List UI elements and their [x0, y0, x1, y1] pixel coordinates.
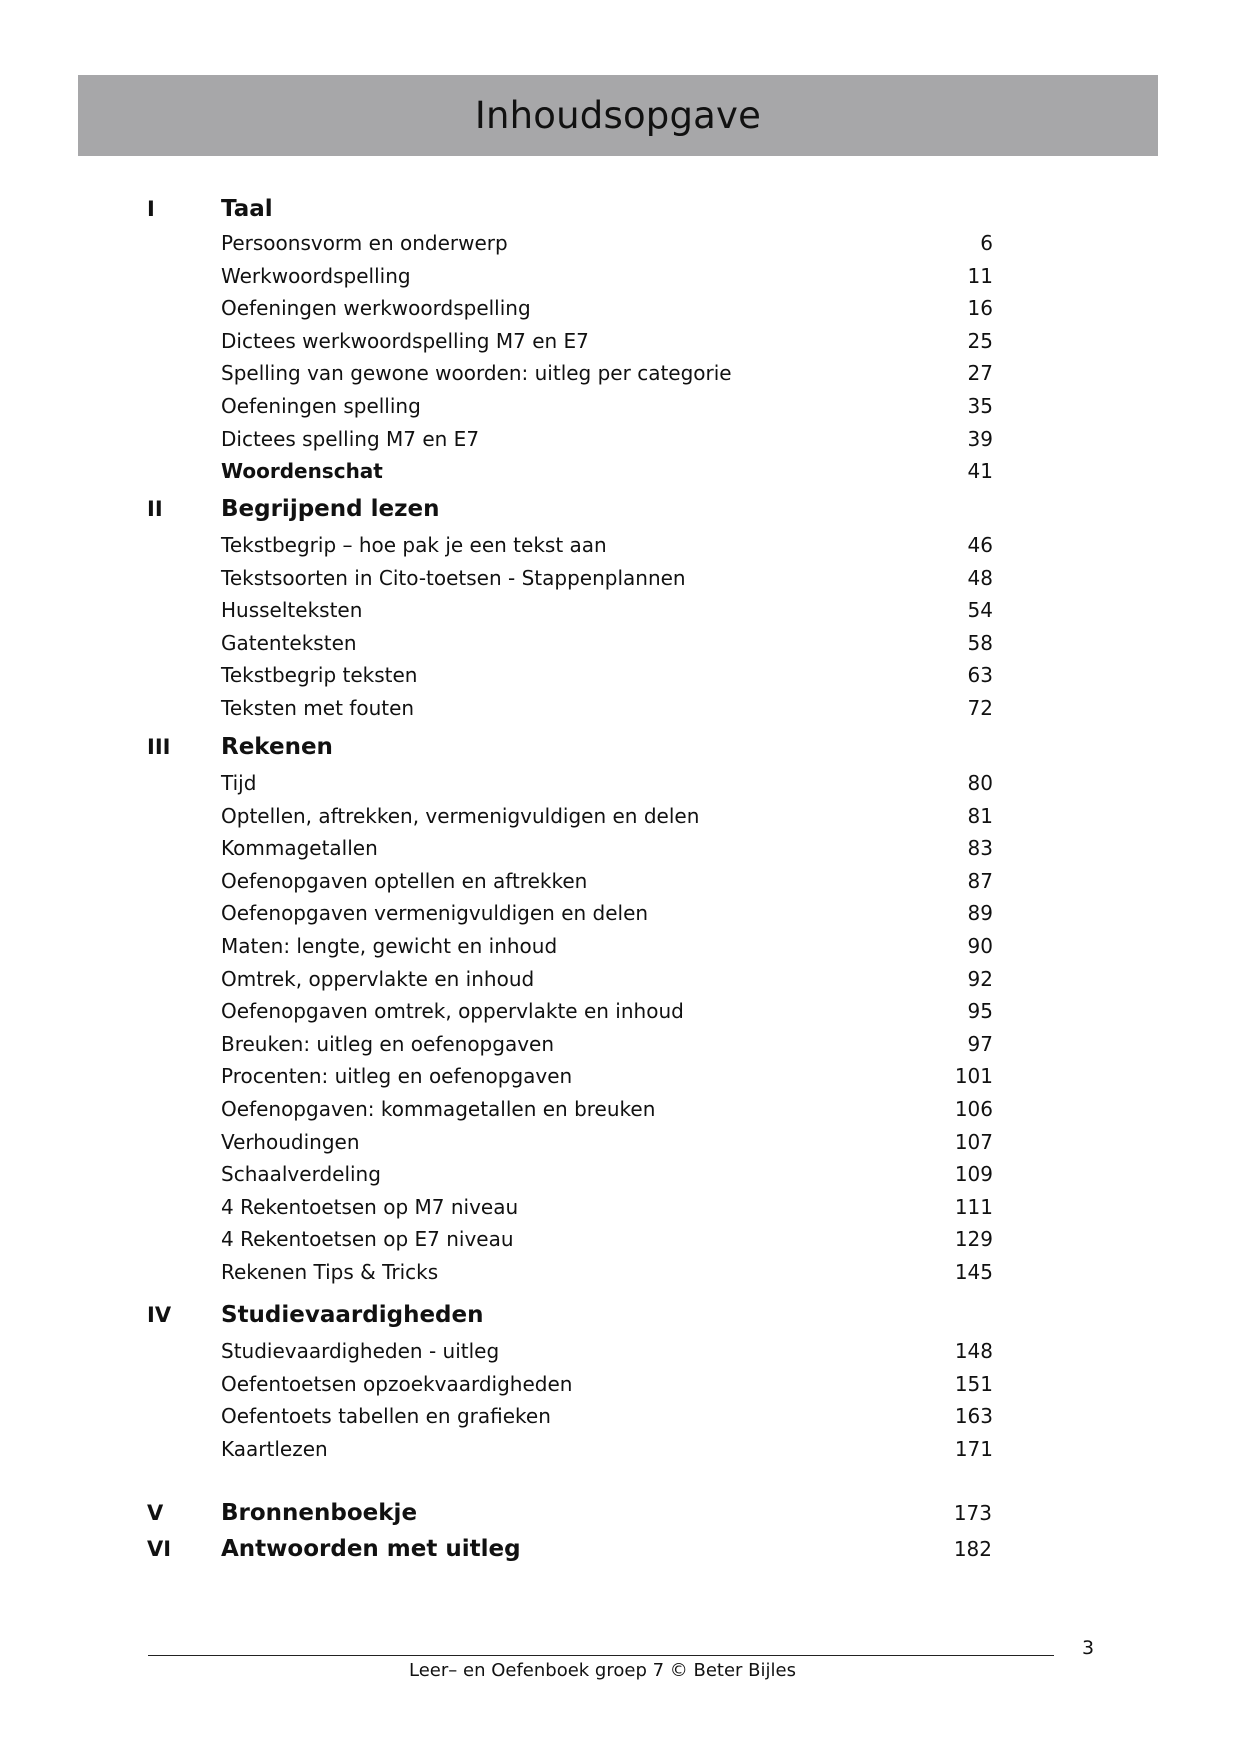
toc-entry-page: 48 [967, 565, 993, 590]
page-title: Inhoudsopgave [474, 94, 762, 137]
toc-entry[interactable] [221, 695, 993, 721]
toc-entry-label: Oefeningen werkwoordspelling [221, 296, 531, 321]
toc-entry-label: Oefentoets tabellen en grafieken [221, 1404, 551, 1429]
section-number: I [147, 197, 155, 221]
toc-entry[interactable] [221, 230, 993, 256]
toc-entry-label: Rekenen Tips & Tricks [221, 1260, 439, 1284]
footer-divider [148, 1655, 1054, 1656]
toc-entry[interactable] [221, 1371, 993, 1397]
section-number: III [147, 735, 171, 759]
toc-entry-label: Verhoudingen [221, 1129, 360, 1154]
toc-entry[interactable] [221, 868, 993, 894]
toc-entry-page: 89 [967, 901, 993, 926]
toc-entry-page: 106 [954, 1097, 993, 1121]
toc-entry-page: 16 [967, 296, 993, 321]
toc-entry-page: 95 [967, 999, 993, 1024]
toc-entry-label: Oefenopgaven optellen en aftrekken [221, 868, 588, 893]
toc-entry-page: 81 [967, 803, 993, 828]
toc-entry-label: Breuken: uitleg en oefenopgaven [221, 1031, 555, 1056]
toc-entry[interactable] [221, 1338, 993, 1364]
toc-entry-label: Persoonsvorm en onderwerp [221, 231, 508, 255]
section-number: VI [147, 1537, 172, 1561]
toc-entry-label: Gatenteksten [221, 630, 357, 655]
toc-entry[interactable] [221, 966, 993, 992]
section-title[interactable]: Taal [221, 196, 273, 222]
toc-entry[interactable] [221, 263, 993, 289]
toc-entry-label: Tijd [221, 771, 257, 795]
toc-entry[interactable] [221, 630, 993, 656]
toc-entry-page: 35 [967, 394, 993, 418]
toc-entry-page: 101 [954, 1064, 993, 1089]
toc-entry[interactable] [221, 295, 993, 321]
toc-entry[interactable] [221, 933, 993, 959]
toc-entry-label: Oefentoetsen opzoekvaardigheden [221, 1371, 573, 1396]
toc-entry-page: 6 [980, 231, 993, 255]
toc-entry-label: Spelling van gewone woorden: uitleg per categorie [221, 361, 732, 386]
toc-entry[interactable] [221, 1259, 993, 1285]
toc-entry-page: 107 [954, 1129, 993, 1154]
toc-entry[interactable] [221, 1129, 993, 1155]
toc-entry-page: 54 [967, 598, 993, 623]
toc-entry[interactable] [221, 835, 993, 861]
toc-entry-label: Oefenopgaven vermenigvuldigen en delen [221, 901, 649, 926]
section-page-number: 173 [953, 1501, 992, 1525]
section-page-number: 182 [953, 1537, 992, 1561]
section-title[interactable]: Begrijpend lezen [221, 496, 440, 522]
toc-entry[interactable] [221, 565, 993, 591]
toc-entry[interactable] [221, 770, 993, 796]
toc-entry-label: Studievaardigheden - uitleg [221, 1339, 500, 1363]
toc-entry-label: Schaalverdeling [221, 1162, 381, 1187]
toc-entry-page: 145 [954, 1260, 993, 1284]
toc-entry-page: 58 [967, 630, 993, 655]
toc-entry[interactable] [221, 393, 993, 419]
page-number: 3 [1082, 1637, 1095, 1659]
toc-entry[interactable] [221, 532, 993, 558]
footer-text: Leer– en Oefenboek groep 7 © Beter Bijles [409, 1660, 796, 1681]
toc-entry-label: 4 Rekentoetsen op M7 niveau [221, 1194, 519, 1219]
toc-entry[interactable] [221, 1031, 993, 1057]
toc-entry[interactable] [221, 1403, 993, 1429]
toc-entry-page: 92 [967, 966, 993, 991]
toc-entry-page: 129 [954, 1227, 993, 1252]
toc-entry[interactable] [221, 1194, 993, 1220]
toc-entry-label: Optellen, aftrekken, vermenigvuldigen en delen [221, 803, 700, 828]
toc-entry-page: 87 [967, 868, 993, 893]
toc-entry[interactable] [221, 1226, 993, 1252]
toc-entry-page: 97 [967, 1031, 993, 1056]
toc-entry-page: 151 [954, 1371, 993, 1396]
toc-entry-label: Woordenschat [221, 459, 383, 484]
toc-entry-page: 27 [967, 361, 993, 386]
section-title[interactable]: Bronnenboekje [221, 1500, 418, 1526]
section-title[interactable]: Antwoorden met uitleg [221, 1536, 521, 1562]
toc-entry-label: Dictees spelling M7 en E7 [221, 426, 480, 451]
toc-entry[interactable] [221, 1096, 993, 1122]
section-number: II [147, 497, 163, 521]
toc-entry-label: Omtrek, oppervlakte en inhoud [221, 966, 535, 991]
toc-entry-label: Kaartlezen [221, 1436, 328, 1461]
toc-entry-label: Husselteksten [221, 598, 363, 623]
toc-entry[interactable] [221, 328, 993, 354]
toc-entry[interactable] [221, 426, 993, 452]
toc-entry-label: 4 Rekentoetsen op E7 niveau [221, 1227, 514, 1252]
toc-entry-label: Oefeningen spelling [221, 394, 421, 418]
toc-entry-label: Procenten: uitleg en oefenopgaven [221, 1064, 573, 1089]
toc-entry-label: Oefenopgaven: kommagetallen en breuken [221, 1097, 656, 1121]
toc-entry-label: Teksten met fouten [221, 696, 415, 720]
toc-entry-page: 111 [954, 1194, 993, 1219]
toc-entry[interactable] [221, 1161, 993, 1187]
toc-entry-label: Dictees werkwoordspelling M7 en E7 [221, 328, 589, 353]
toc-entry-label: Werkwoordspelling [221, 263, 411, 288]
toc-entry-page: 25 [967, 328, 993, 353]
toc-entry[interactable] [221, 900, 993, 926]
toc-entry-page: 109 [954, 1162, 993, 1187]
toc-entry-label: Maten: lengte, gewicht en inhoud [221, 934, 558, 958]
toc-entry[interactable] [221, 998, 993, 1024]
toc-entry-page: 83 [967, 836, 993, 861]
toc-entry[interactable] [221, 662, 993, 688]
section-number: IV [147, 1303, 172, 1327]
toc-entry-page: 46 [967, 533, 993, 557]
toc-entry[interactable] [221, 1063, 993, 1089]
toc-entry-page: 80 [967, 771, 993, 795]
toc-entry-page: 11 [967, 263, 993, 288]
toc-entry-label: Tekstsoorten in Cito-toetsen - Stappenplannen [221, 565, 686, 590]
section-title[interactable]: Studievaardigheden [221, 1302, 484, 1328]
toc-entry[interactable] [221, 360, 993, 386]
toc-entry-page: 163 [954, 1404, 993, 1429]
toc-entry[interactable] [221, 597, 993, 623]
section-title[interactable]: Rekenen [221, 734, 333, 760]
toc-entry[interactable] [221, 1436, 993, 1462]
toc-entry-label: Tekstbegrip teksten [221, 663, 418, 688]
toc-entry-page: 90 [967, 934, 993, 958]
toc-entry[interactable] [221, 803, 993, 829]
toc-entry-page: 41 [967, 459, 993, 484]
toc-entry[interactable] [221, 458, 993, 484]
section-number: V [147, 1501, 164, 1525]
title-bar [78, 75, 1158, 156]
toc-entry-label: Oefenopgaven omtrek, oppervlakte en inhoud [221, 999, 684, 1024]
toc-entry-label: Kommagetallen [221, 836, 378, 861]
toc-entry-label: Tekstbegrip – hoe pak je een tekst aan [221, 533, 607, 557]
toc-entry-page: 63 [967, 663, 993, 688]
toc-entry-page: 72 [967, 696, 993, 720]
toc-entry-page: 39 [967, 426, 993, 451]
toc-entry-page: 171 [954, 1436, 993, 1461]
toc-entry-page: 148 [954, 1339, 993, 1363]
